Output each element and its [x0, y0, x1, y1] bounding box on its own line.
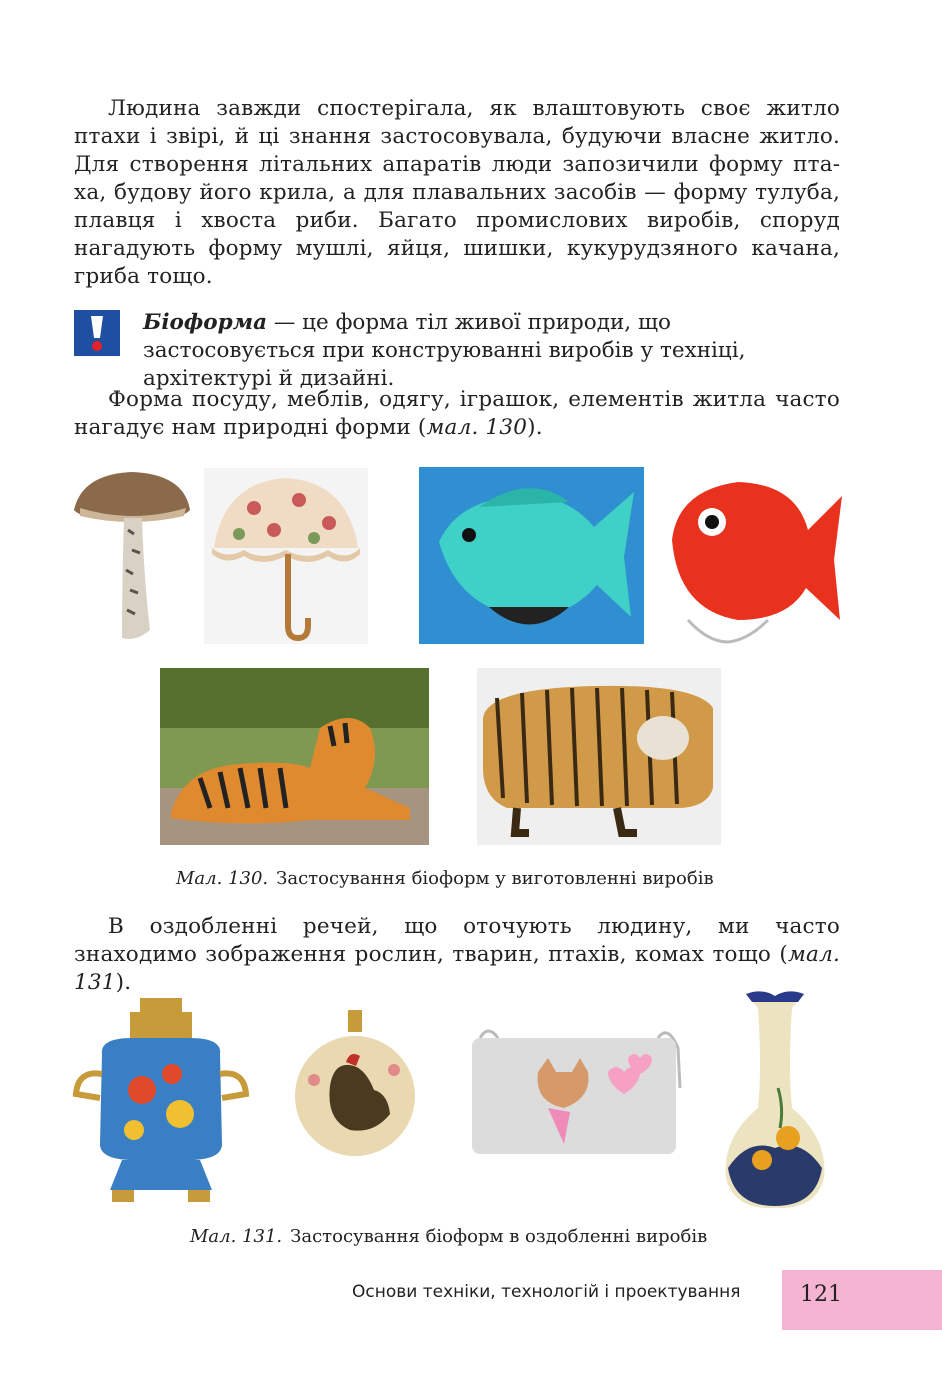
tiger-sofa-image	[477, 668, 721, 845]
samovar-image	[72, 994, 250, 1208]
definition-text: — це форма тіл живої природи, що застосовується при конструюванні виробів у техніці, архітектурі й дизайні.	[143, 310, 746, 391]
figure-131-label: Мал. 131.	[190, 1226, 283, 1247]
paragraph-decoration: В оздобленні речей, що оточують людину, ми часто знаходимо зображення рослин, тварин, птахів, комах тощо (мал. 131).	[74, 914, 840, 995]
cat-handbag-image	[468, 1028, 686, 1158]
definition-term: Біоформа	[143, 310, 268, 335]
vase-image	[718, 988, 832, 1210]
umbrella-image	[204, 468, 368, 644]
ornament-ball-image	[294, 1010, 416, 1160]
figure-130-label: Мал. 130.	[176, 868, 269, 889]
fish-image	[419, 467, 644, 644]
mushroom-image	[72, 470, 192, 648]
paragraph-forms: Форма посуду, меблів, одягу, іграшок, елементів житла часто нагадує нам природні форми (мал. 130).	[74, 387, 840, 440]
tiger-image	[160, 668, 429, 845]
figure-ref-131: мал. 131	[74, 942, 840, 995]
footer-title: Основи техніки, технологій і проектування	[352, 1282, 741, 1302]
figure-130-caption: Мал. 130. Застосування біоформ у виготовленні виробів	[176, 868, 714, 889]
paragraph-intro: Людина завжди спостерігала, як влаштовують своє житло птахи і звірі, й ці знання застосовувала, будуючи власне житло. Для створення літальних апаратів люди запозичили форму птаха, будову його крила, а для плавальних засобів — форму тулуба, плавця і хвоста риби. Багато промислових виробів, споруд нагадують форму мушлі, яйця, шишки, кукурудзяного качана, гриба тощо.	[74, 96, 840, 289]
exclamation-icon	[74, 310, 120, 356]
figure-131-caption: Мал. 131. Застосування біоформ в оздобленні виробів	[190, 1226, 708, 1247]
figure-ref-130: мал. 130	[426, 415, 528, 440]
definition-note	[143, 309, 843, 393]
page-number: 121	[800, 1282, 842, 1307]
fish-bag-image	[668, 470, 844, 644]
